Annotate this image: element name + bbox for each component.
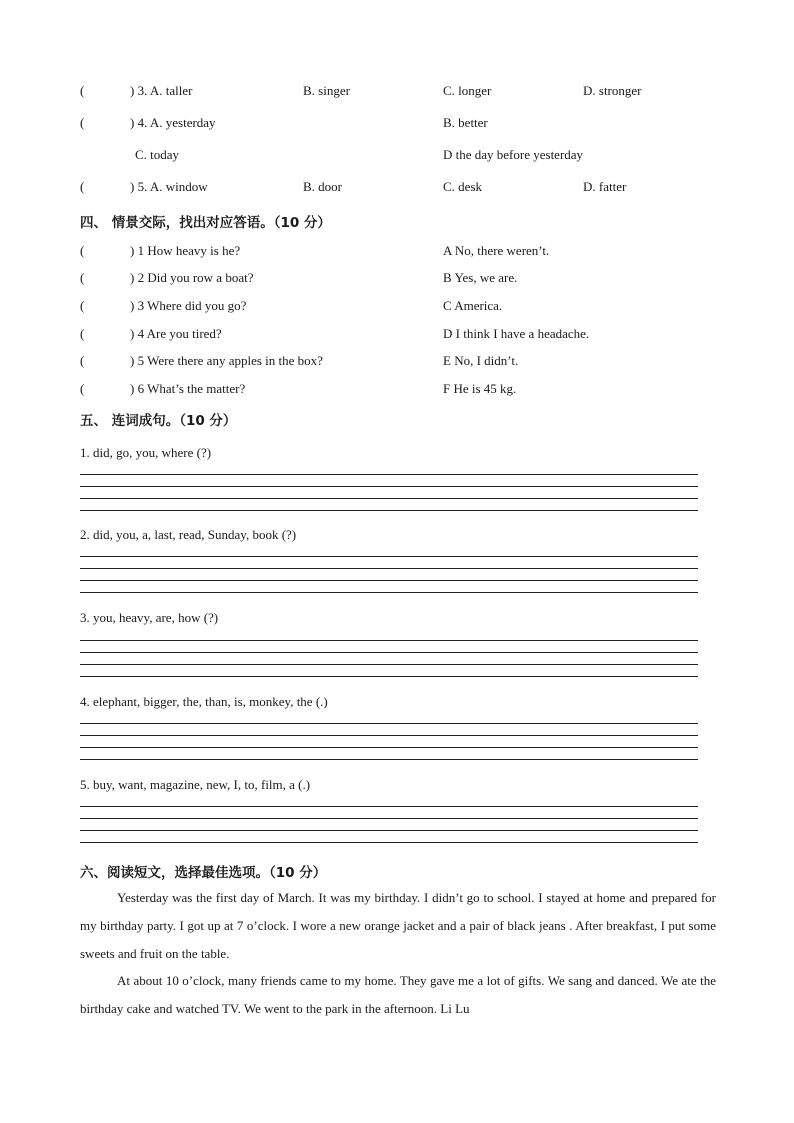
- option-b: B. better: [443, 115, 488, 130]
- word-prompt: 4. elephant, bigger, the, than, is, monkey, the (.): [80, 694, 328, 709]
- question-text: ) 3. A. taller: [130, 83, 193, 98]
- writing-line[interactable]: [80, 830, 698, 831]
- answer-option: C America.: [443, 298, 503, 313]
- answer-paren[interactable]: (: [80, 298, 85, 313]
- writing-line[interactable]: [80, 474, 698, 475]
- writing-line[interactable]: [80, 723, 698, 724]
- option-b: B. singer: [303, 83, 350, 98]
- question-text: ) 6 What’s the matter?: [130, 381, 246, 396]
- writing-line[interactable]: [80, 818, 698, 819]
- answer-option: F He is 45 kg.: [443, 381, 517, 396]
- option-d: D the day before yesterday: [443, 147, 584, 162]
- question-text: ) 4. A. yesterday: [130, 115, 216, 130]
- word-prompt: 2. did, you, a, last, read, Sunday, book (?): [80, 527, 297, 542]
- option-c: C. today: [135, 147, 180, 162]
- answer-paren[interactable]: (: [80, 270, 85, 285]
- answer-paren[interactable]: (: [80, 381, 85, 396]
- question-text: ) 1 How heavy is he?: [130, 243, 241, 258]
- word-prompt: 3. you, heavy, are, how (?): [80, 610, 219, 625]
- answer-paren[interactable]: (: [80, 243, 85, 258]
- passage-paragraph: Yesterday was the first day of March. It was my birthday. I didn’t go to school. I stayed at home and prepared for my birthday party. I got up at 7 o’clock. I wore a new orange jacket and a pair of black jeans . After breakfast, I put some sweets and fruit on the table.: [80, 890, 716, 961]
- option-c: C. longer: [443, 83, 492, 98]
- writing-line[interactable]: [80, 510, 698, 511]
- answer-option: E No, I didn’t.: [443, 353, 519, 368]
- section-5-title: 五、 连词成句。（10 分）: [80, 413, 237, 429]
- writing-line[interactable]: [80, 580, 698, 581]
- writing-line[interactable]: [80, 759, 698, 760]
- section-4-title: 四、 情景交际，找出对应答语。（10 分）: [80, 215, 331, 231]
- word-prompt: 5. buy, want, magazine, new, I, to, film, a (.): [80, 777, 311, 792]
- answer-paren[interactable]: (: [80, 179, 85, 194]
- writing-line[interactable]: [80, 652, 698, 653]
- writing-line[interactable]: [80, 556, 698, 557]
- writing-line[interactable]: [80, 486, 698, 487]
- option-d: D. stronger: [583, 83, 642, 98]
- writing-line[interactable]: [80, 592, 698, 593]
- answer-option: B Yes, we are.: [443, 270, 518, 285]
- writing-line[interactable]: [80, 747, 698, 748]
- writing-line[interactable]: [80, 568, 698, 569]
- writing-line[interactable]: [80, 664, 698, 665]
- writing-line[interactable]: [80, 842, 698, 843]
- writing-line[interactable]: [80, 676, 698, 677]
- reading-passage: [80, 884, 716, 1023]
- answer-option: A No, there weren’t.: [443, 243, 550, 258]
- question-text: ) 5. A. window: [130, 179, 208, 194]
- option-b: B. door: [303, 179, 342, 194]
- answer-paren[interactable]: (: [80, 115, 85, 130]
- answer-paren[interactable]: (: [80, 83, 85, 98]
- answer-option: D I think I have a headache.: [443, 326, 590, 341]
- question-text: ) 3 Where did you go?: [130, 298, 247, 313]
- writing-line[interactable]: [80, 640, 698, 641]
- section-6-title: 六、阅读短文，选择最佳选项。（10 分）: [80, 865, 327, 881]
- passage-paragraph: At about 10 o’clock, many friends came to my home. They gave me a lot of gifts. We sang and danced. We ate the birthday cake and watched TV. We went to the park in the afternoon. Li Lu: [80, 973, 716, 1017]
- option-d: D. fatter: [583, 179, 627, 194]
- question-text: ) 4 Are you tired?: [130, 326, 222, 341]
- answer-paren[interactable]: (: [80, 353, 85, 368]
- question-text: ) 2 Did you row a boat?: [130, 270, 254, 285]
- answer-paren[interactable]: (: [80, 326, 85, 341]
- writing-line[interactable]: [80, 735, 698, 736]
- writing-line[interactable]: [80, 498, 698, 499]
- word-prompt: 1. did, go, you, where (?): [80, 445, 212, 460]
- writing-line[interactable]: [80, 806, 698, 807]
- option-c: C. desk: [443, 179, 482, 194]
- question-text: ) 5 Were there any apples in the box?: [130, 353, 323, 368]
